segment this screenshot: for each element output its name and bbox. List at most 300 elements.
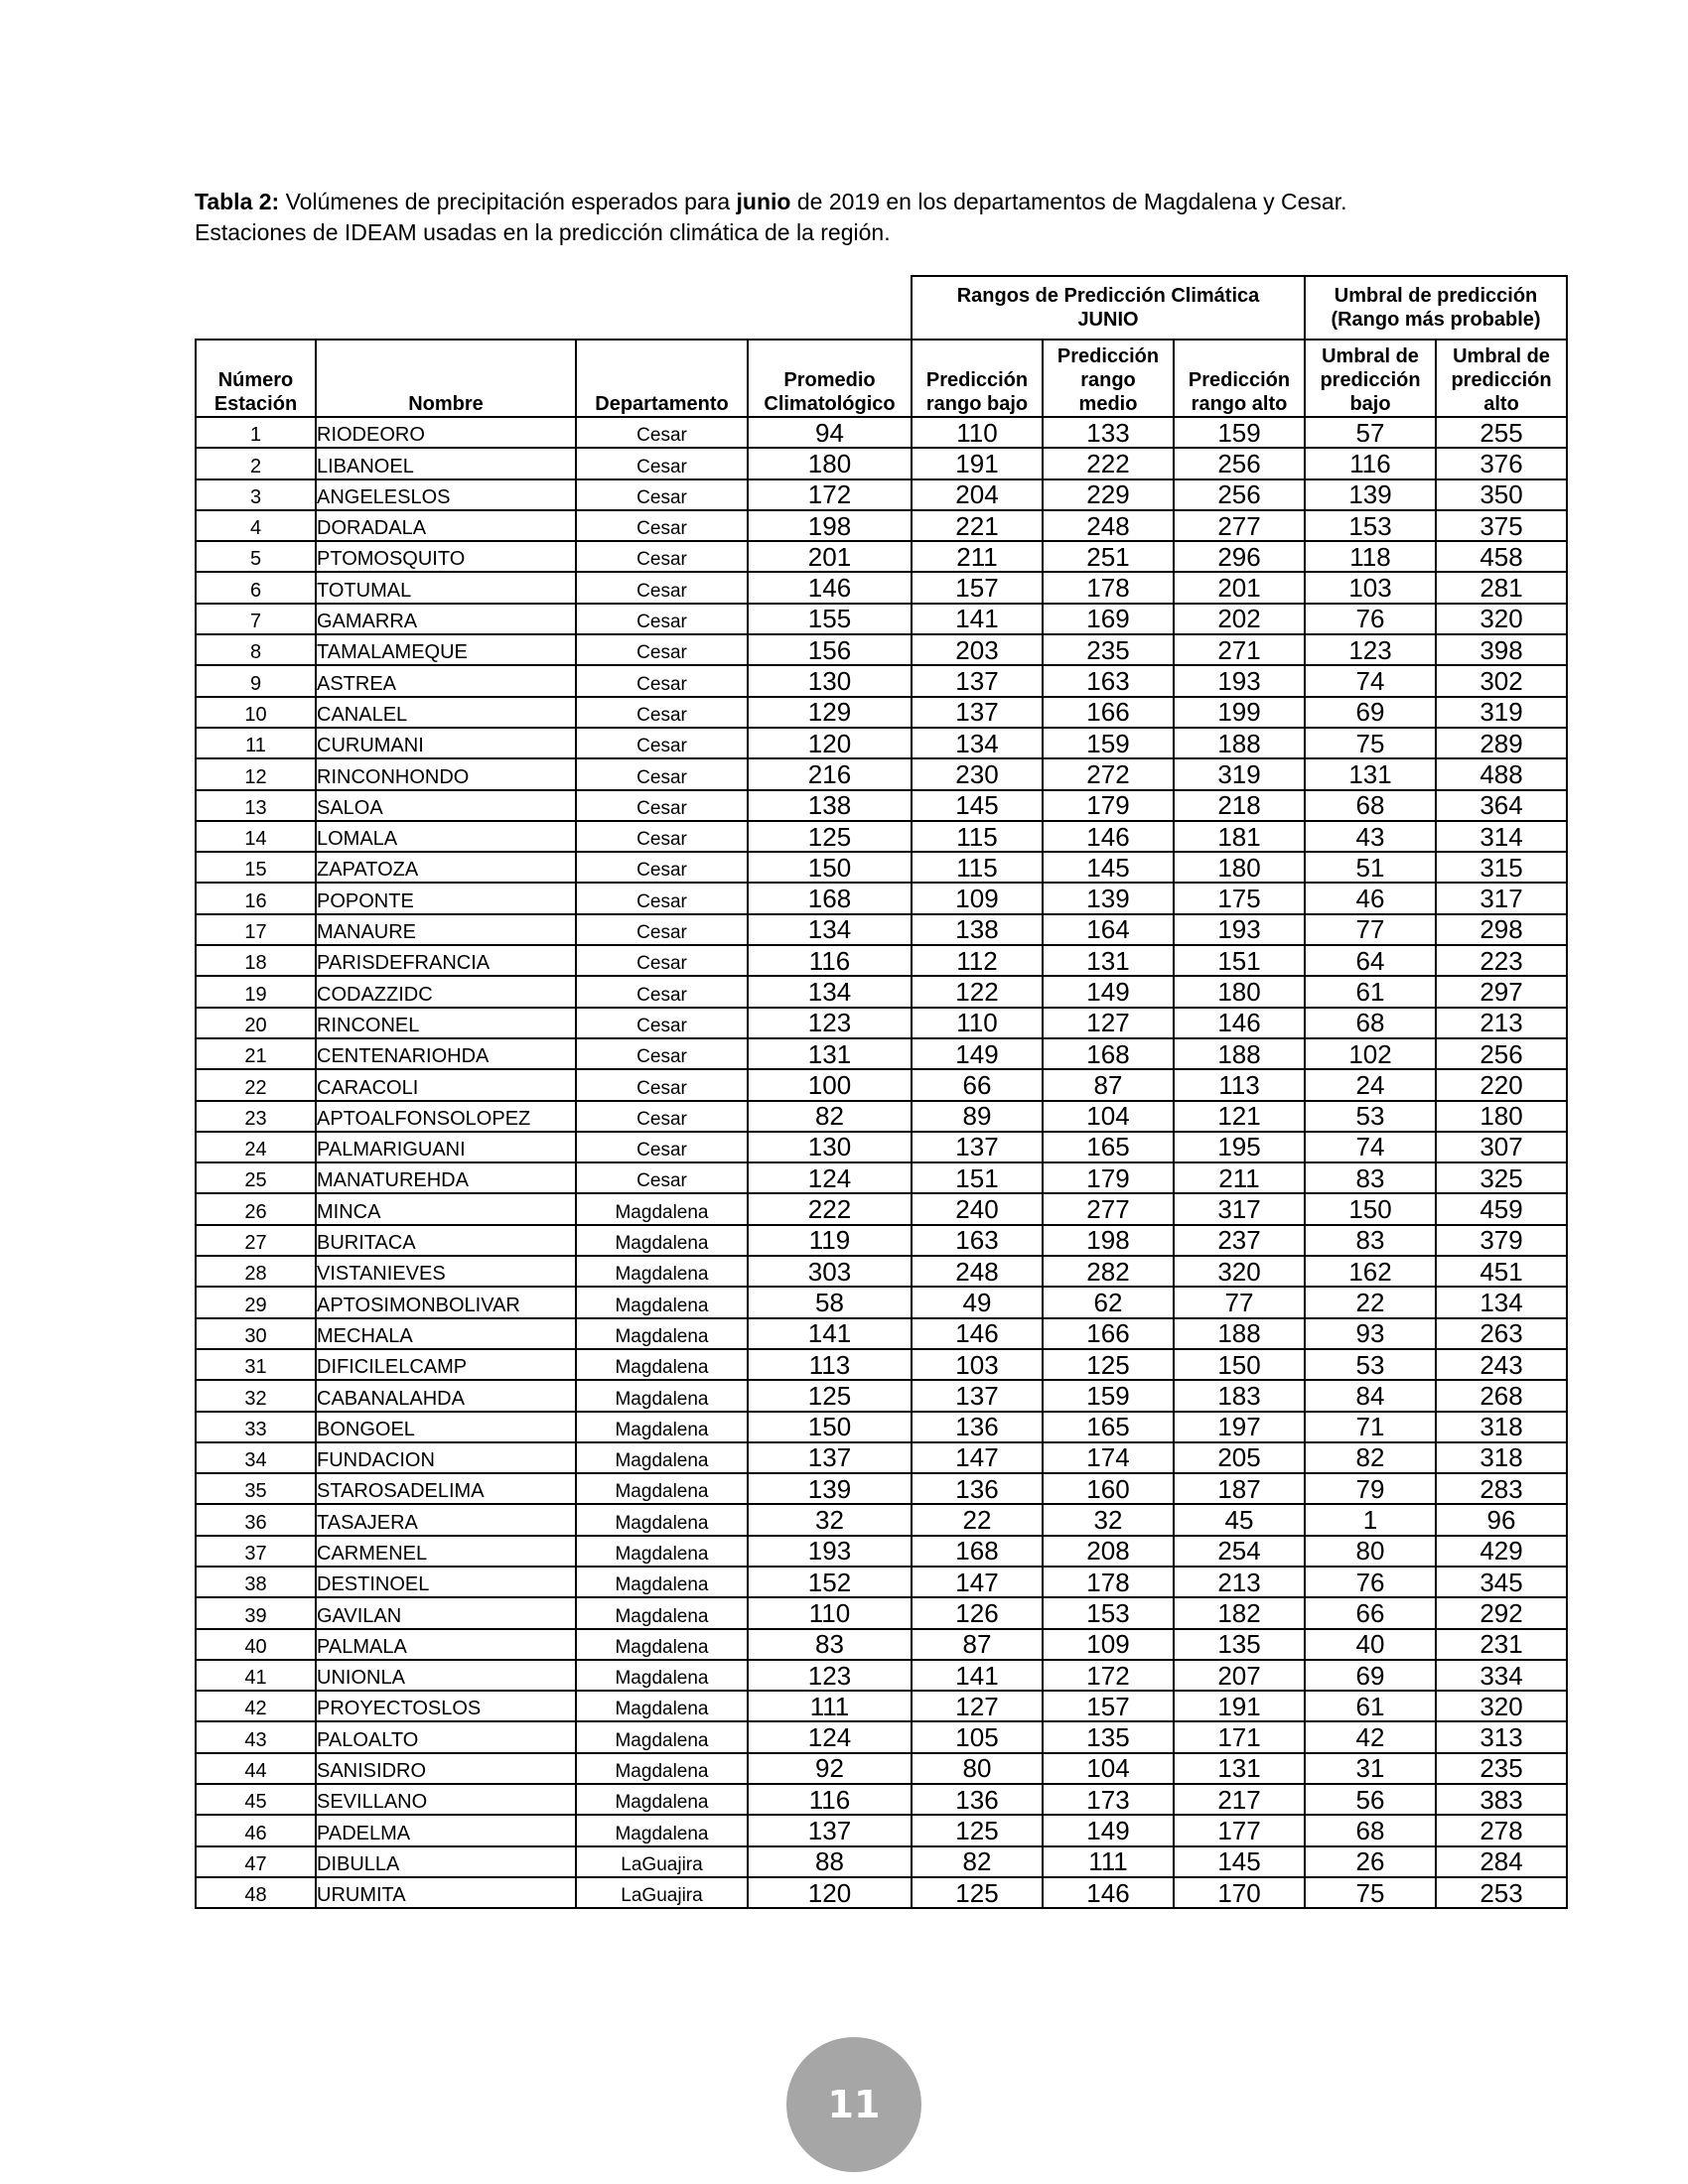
- cell-pred-alto: 271: [1174, 634, 1305, 665]
- table-row: [196, 945, 1567, 976]
- cell-umbral-bajo: 83: [1305, 1162, 1436, 1193]
- cell-pred-medio: 166: [1043, 1318, 1174, 1349]
- cell-pred-medio: 159: [1043, 728, 1174, 758]
- cell-promedio: 150: [748, 852, 912, 883]
- cell-umbral-alto: 429: [1436, 1536, 1567, 1567]
- cell-nombre: STAROSADELIMA: [316, 1473, 576, 1504]
- cell-pred-medio: 248: [1043, 510, 1174, 541]
- cell-numero: 45: [196, 1784, 316, 1815]
- cell-departamento: Cesar: [576, 1132, 748, 1162]
- cell-umbral-bajo: 150: [1305, 1193, 1436, 1224]
- cell-promedio: 124: [748, 1162, 912, 1193]
- cell-pred-alto: 180: [1174, 976, 1305, 1007]
- cell-pred-alto: 207: [1174, 1660, 1305, 1691]
- cell-departamento: Cesar: [576, 604, 748, 634]
- col-header-pred-bajo-text: Predicción rango bajo: [925, 369, 1029, 415]
- cell-nombre: RIODEORO: [316, 417, 576, 448]
- cell-nombre: RINCONHONDO: [316, 758, 576, 789]
- cell-numero: 20: [196, 1008, 316, 1038]
- cell-numero: 19: [196, 976, 316, 1007]
- cell-pred-bajo: 146: [912, 1318, 1043, 1349]
- cell-pred-bajo: 248: [912, 1256, 1043, 1287]
- cell-pred-medio: 146: [1043, 821, 1174, 852]
- cell-nombre: SEVILLANO: [316, 1784, 576, 1815]
- cell-umbral-alto: 278: [1436, 1815, 1567, 1845]
- cell-numero: 39: [196, 1597, 316, 1628]
- cell-pred-alto: 202: [1174, 604, 1305, 634]
- cell-pred-medio: 208: [1043, 1536, 1174, 1567]
- cell-nombre: CANALEL: [316, 697, 576, 728]
- cell-pred-medio: 159: [1043, 1380, 1174, 1411]
- cell-pred-medio: 169: [1043, 604, 1174, 634]
- cell-promedio: 155: [748, 604, 912, 634]
- col-header-promedio-text: Promedio Climatológico: [764, 369, 896, 415]
- cell-umbral-bajo: 56: [1305, 1784, 1436, 1815]
- cell-departamento: Cesar: [576, 821, 748, 852]
- col-header-nombre: [316, 340, 576, 417]
- cell-nombre: DIBULLA: [316, 1846, 576, 1877]
- cell-umbral-bajo: 139: [1305, 479, 1436, 510]
- cell-pred-alto: 171: [1174, 1721, 1305, 1752]
- column-header-row: [196, 340, 1567, 417]
- cell-departamento: Magdalena: [576, 1784, 748, 1815]
- cell-nombre: BONGOEL: [316, 1412, 576, 1442]
- cell-numero: 37: [196, 1536, 316, 1567]
- cell-promedio: 150: [748, 1412, 912, 1442]
- table-row: [196, 1380, 1567, 1411]
- cell-promedio: 120: [748, 1877, 912, 1908]
- cell-nombre: VISTANIEVES: [316, 1256, 576, 1287]
- cell-pred-alto: 277: [1174, 510, 1305, 541]
- group-header-rangos: [912, 276, 1305, 340]
- cell-umbral-bajo: 22: [1305, 1287, 1436, 1317]
- col-header-umbral-alto-text: Umbral de predicción alto: [1451, 345, 1552, 415]
- table-row: [196, 1784, 1567, 1815]
- cell-umbral-bajo: 82: [1305, 1442, 1436, 1473]
- cell-nombre: CABANALAHDA: [316, 1380, 576, 1411]
- cell-departamento: Cesar: [576, 697, 748, 728]
- cell-umbral-alto: 283: [1436, 1473, 1567, 1504]
- cell-umbral-bajo: 74: [1305, 665, 1436, 696]
- caption-text-b: de 2019 en los departamentos de Magdalena y Cesar.: [790, 189, 1347, 214]
- cell-umbral-bajo: 40: [1305, 1629, 1436, 1660]
- cell-nombre: SALOA: [316, 790, 576, 821]
- cell-pred-medio: 277: [1043, 1193, 1174, 1224]
- cell-numero: 28: [196, 1256, 316, 1287]
- table-row: [196, 634, 1567, 665]
- cell-pred-bajo: 138: [912, 914, 1043, 945]
- cell-nombre: CODAZZIDC: [316, 976, 576, 1007]
- cell-umbral-bajo: 31: [1305, 1753, 1436, 1784]
- cell-pred-bajo: 141: [912, 1660, 1043, 1691]
- table-row: [196, 1536, 1567, 1567]
- cell-pred-medio: 166: [1043, 697, 1174, 728]
- cell-promedio: 123: [748, 1008, 912, 1038]
- cell-departamento: Cesar: [576, 945, 748, 976]
- cell-pred-bajo: 115: [912, 821, 1043, 852]
- cell-umbral-alto: 213: [1436, 1008, 1567, 1038]
- cell-nombre: APTOALFONSOLOPEZ: [316, 1101, 576, 1132]
- cell-pred-bajo: 110: [912, 417, 1043, 448]
- cell-pred-medio: 104: [1043, 1101, 1174, 1132]
- cell-pred-medio: 146: [1043, 1877, 1174, 1908]
- cell-pred-bajo: 134: [912, 728, 1043, 758]
- cell-departamento: Cesar: [576, 1069, 748, 1100]
- cell-pred-medio: 87: [1043, 1069, 1174, 1100]
- col-header-pred-alto: [1174, 340, 1305, 417]
- table-row: [196, 604, 1567, 634]
- cell-numero: 2: [196, 448, 316, 478]
- cell-nombre: PROYECTOSLOS: [316, 1691, 576, 1721]
- cell-umbral-bajo: 24: [1305, 1069, 1436, 1100]
- cell-pred-alto: 177: [1174, 1815, 1305, 1845]
- cell-departamento: Magdalena: [576, 1225, 748, 1256]
- cell-umbral-alto: 231: [1436, 1629, 1567, 1660]
- cell-pred-bajo: 87: [912, 1629, 1043, 1660]
- cell-pred-alto: 175: [1174, 883, 1305, 913]
- cell-umbral-alto: 281: [1436, 572, 1567, 603]
- cell-umbral-alto: 375: [1436, 510, 1567, 541]
- cell-umbral-bajo: 93: [1305, 1318, 1436, 1349]
- cell-umbral-alto: 458: [1436, 541, 1567, 572]
- cell-pred-bajo: 149: [912, 1038, 1043, 1069]
- table-row: [196, 1008, 1567, 1038]
- cell-pred-medio: 282: [1043, 1256, 1174, 1287]
- cell-numero: 10: [196, 697, 316, 728]
- group-header-umbral-text: Umbral de predicción (Rango más probable): [1331, 285, 1541, 331]
- cell-umbral-bajo: 118: [1305, 541, 1436, 572]
- cell-departamento: Cesar: [576, 417, 748, 448]
- cell-pred-alto: 183: [1174, 1380, 1305, 1411]
- cell-nombre: MECHALA: [316, 1318, 576, 1349]
- table-row: [196, 1132, 1567, 1162]
- cell-pred-alto: 320: [1174, 1256, 1305, 1287]
- cell-umbral-alto: 253: [1436, 1877, 1567, 1908]
- cell-umbral-bajo: 26: [1305, 1846, 1436, 1877]
- cell-pred-bajo: 137: [912, 697, 1043, 728]
- cell-pred-medio: 160: [1043, 1473, 1174, 1504]
- cell-pred-medio: 127: [1043, 1008, 1174, 1038]
- table-row: [196, 510, 1567, 541]
- col-header-nombre-text: Nombre: [408, 393, 484, 415]
- group-header-blank: [196, 276, 912, 340]
- cell-promedio: 172: [748, 479, 912, 510]
- cell-departamento: Cesar: [576, 634, 748, 665]
- cell-promedio: 138: [748, 790, 912, 821]
- cell-nombre: DIFICILELCAMP: [316, 1349, 576, 1380]
- cell-pred-alto: 201: [1174, 572, 1305, 603]
- cell-promedio: 116: [748, 1784, 912, 1815]
- cell-pred-alto: 159: [1174, 417, 1305, 448]
- cell-pred-alto: 145: [1174, 1846, 1305, 1877]
- cell-umbral-alto: 134: [1436, 1287, 1567, 1317]
- cell-pred-bajo: 112: [912, 945, 1043, 976]
- cell-nombre: APTOSIMONBOLIVAR: [316, 1287, 576, 1317]
- table-row: [196, 852, 1567, 883]
- cell-pred-alto: 182: [1174, 1597, 1305, 1628]
- cell-umbral-alto: 180: [1436, 1101, 1567, 1132]
- cell-promedio: 137: [748, 1815, 912, 1845]
- cell-pred-alto: 45: [1174, 1504, 1305, 1535]
- cell-pred-medio: 251: [1043, 541, 1174, 572]
- table-row: [196, 1629, 1567, 1660]
- cell-numero: 13: [196, 790, 316, 821]
- cell-pred-bajo: 110: [912, 1008, 1043, 1038]
- cell-umbral-bajo: 1: [1305, 1504, 1436, 1535]
- cell-nombre: GAVILAN: [316, 1597, 576, 1628]
- cell-promedio: 141: [748, 1318, 912, 1349]
- cell-nombre: ASTREA: [316, 665, 576, 696]
- cell-umbral-alto: 318: [1436, 1442, 1567, 1473]
- cell-nombre: POPONTE: [316, 883, 576, 913]
- cell-pred-bajo: 125: [912, 1815, 1043, 1845]
- table-row: [196, 697, 1567, 728]
- cell-pred-alto: 135: [1174, 1629, 1305, 1660]
- cell-pred-medio: 165: [1043, 1132, 1174, 1162]
- cell-numero: 42: [196, 1691, 316, 1721]
- cell-pred-alto: 256: [1174, 448, 1305, 478]
- cell-departamento: Magdalena: [576, 1380, 748, 1411]
- caption-text-a: Volúmenes de precipitación esperados para: [279, 189, 737, 214]
- cell-pred-medio: 173: [1043, 1784, 1174, 1815]
- table-row: [196, 1256, 1567, 1287]
- cell-nombre: CURUMANI: [316, 728, 576, 758]
- table-row: [196, 417, 1567, 448]
- cell-pred-medio: 135: [1043, 1721, 1174, 1752]
- cell-numero: 35: [196, 1473, 316, 1504]
- cell-numero: 31: [196, 1349, 316, 1380]
- cell-nombre: ZAPATOZA: [316, 852, 576, 883]
- cell-numero: 26: [196, 1193, 316, 1224]
- cell-promedio: 94: [748, 417, 912, 448]
- cell-departamento: Cesar: [576, 510, 748, 541]
- table-row: [196, 1069, 1567, 1100]
- cell-pred-bajo: 22: [912, 1504, 1043, 1535]
- table-row: [196, 479, 1567, 510]
- cell-pred-bajo: 137: [912, 665, 1043, 696]
- cell-promedio: 123: [748, 1660, 912, 1691]
- cell-nombre: PADELMA: [316, 1815, 576, 1845]
- cell-pred-bajo: 137: [912, 1132, 1043, 1162]
- cell-departamento: Magdalena: [576, 1442, 748, 1473]
- cell-nombre: TASAJERA: [316, 1504, 576, 1535]
- cell-departamento: Cesar: [576, 976, 748, 1007]
- table-row: [196, 1442, 1567, 1473]
- cell-umbral-alto: 292: [1436, 1597, 1567, 1628]
- cell-pred-medio: 133: [1043, 417, 1174, 448]
- cell-pred-bajo: 136: [912, 1412, 1043, 1442]
- cell-pred-bajo: 49: [912, 1287, 1043, 1317]
- cell-umbral-alto: 313: [1436, 1721, 1567, 1752]
- table-row: [196, 790, 1567, 821]
- cell-departamento: Cesar: [576, 1038, 748, 1069]
- cell-departamento: Cesar: [576, 541, 748, 572]
- table-row: [196, 1846, 1567, 1877]
- cell-promedio: 137: [748, 1442, 912, 1473]
- cell-promedio: 193: [748, 1536, 912, 1567]
- cell-numero: 43: [196, 1721, 316, 1752]
- cell-promedio: 130: [748, 665, 912, 696]
- cell-pred-bajo: 151: [912, 1162, 1043, 1193]
- cell-promedio: 198: [748, 510, 912, 541]
- cell-pred-bajo: 89: [912, 1101, 1043, 1132]
- cell-umbral-bajo: 57: [1305, 417, 1436, 448]
- cell-pred-medio: 149: [1043, 1815, 1174, 1845]
- cell-umbral-alto: 383: [1436, 1784, 1567, 1815]
- cell-pred-medio: 32: [1043, 1504, 1174, 1535]
- table-row: [196, 1349, 1567, 1380]
- cell-pred-bajo: 203: [912, 634, 1043, 665]
- cell-pred-bajo: 145: [912, 790, 1043, 821]
- cell-departamento: Magdalena: [576, 1815, 748, 1845]
- group-header-rangos-text: Rangos de Predicción Climática JUNIO: [956, 285, 1260, 331]
- cell-numero: 34: [196, 1442, 316, 1473]
- cell-promedio: 216: [748, 758, 912, 789]
- cell-umbral-bajo: 76: [1305, 604, 1436, 634]
- cell-nombre: CARACOLI: [316, 1069, 576, 1100]
- table-row: [196, 1567, 1567, 1597]
- table-row: [196, 572, 1567, 603]
- cell-departamento: LaGuajira: [576, 1846, 748, 1877]
- cell-umbral-bajo: 84: [1305, 1380, 1436, 1411]
- cell-promedio: 152: [748, 1567, 912, 1597]
- table-row: [196, 1753, 1567, 1784]
- cell-pred-alto: 188: [1174, 728, 1305, 758]
- cell-numero: 21: [196, 1038, 316, 1069]
- cell-numero: 18: [196, 945, 316, 976]
- cell-pred-alto: 199: [1174, 697, 1305, 728]
- cell-departamento: Cesar: [576, 1162, 748, 1193]
- cell-pred-alto: 319: [1174, 758, 1305, 789]
- cell-umbral-bajo: 53: [1305, 1349, 1436, 1380]
- cell-umbral-alto: 488: [1436, 758, 1567, 789]
- col-header-pred-medio-text: Predicción rango medio: [1056, 345, 1160, 415]
- cell-departamento: Cesar: [576, 665, 748, 696]
- cell-pred-alto: 195: [1174, 1132, 1305, 1162]
- col-header-numero-text: Número Estación: [213, 369, 298, 415]
- cell-numero: 3: [196, 479, 316, 510]
- page-number-badge: [786, 2037, 921, 2172]
- cell-promedio: 180: [748, 448, 912, 478]
- cell-umbral-bajo: 83: [1305, 1225, 1436, 1256]
- cell-departamento: Magdalena: [576, 1597, 748, 1628]
- cell-numero: 6: [196, 572, 316, 603]
- cell-nombre: PALMALA: [316, 1629, 576, 1660]
- cell-promedio: 83: [748, 1629, 912, 1660]
- cell-pred-alto: 193: [1174, 665, 1305, 696]
- table-row: [196, 1193, 1567, 1224]
- col-header-pred-bajo: [912, 340, 1043, 417]
- cell-departamento: Magdalena: [576, 1349, 748, 1380]
- cell-umbral-alto: 302: [1436, 665, 1567, 696]
- table-row: [196, 665, 1567, 696]
- cell-umbral-bajo: 74: [1305, 1132, 1436, 1162]
- cell-pred-medio: 131: [1043, 945, 1174, 976]
- cell-umbral-alto: 318: [1436, 1412, 1567, 1442]
- cell-promedio: 88: [748, 1846, 912, 1877]
- group-header-umbral: [1305, 276, 1567, 340]
- cell-pred-medio: 111: [1043, 1846, 1174, 1877]
- table-row: [196, 821, 1567, 852]
- cell-numero: 7: [196, 604, 316, 634]
- cell-umbral-alto: 334: [1436, 1660, 1567, 1691]
- cell-pred-alto: 197: [1174, 1412, 1305, 1442]
- cell-promedio: 58: [748, 1287, 912, 1317]
- cell-nombre: PALOALTO: [316, 1721, 576, 1752]
- cell-umbral-alto: 350: [1436, 479, 1567, 510]
- table-row: [196, 1877, 1567, 1908]
- cell-nombre: DORADALA: [316, 510, 576, 541]
- cell-umbral-bajo: 68: [1305, 790, 1436, 821]
- cell-pred-bajo: 230: [912, 758, 1043, 789]
- cell-pred-alto: 170: [1174, 1877, 1305, 1908]
- cell-umbral-alto: 364: [1436, 790, 1567, 821]
- cell-promedio: 113: [748, 1349, 912, 1380]
- table-row: [196, 1162, 1567, 1193]
- cell-umbral-alto: 263: [1436, 1318, 1567, 1349]
- cell-promedio: 134: [748, 976, 912, 1007]
- cell-numero: 16: [196, 883, 316, 913]
- cell-umbral-bajo: 69: [1305, 1660, 1436, 1691]
- cell-numero: 48: [196, 1877, 316, 1908]
- cell-pred-bajo: 103: [912, 1349, 1043, 1380]
- cell-pred-alto: 205: [1174, 1442, 1305, 1473]
- cell-umbral-alto: 345: [1436, 1567, 1567, 1597]
- table-row: [196, 883, 1567, 913]
- cell-departamento: Magdalena: [576, 1567, 748, 1597]
- cell-pred-alto: 188: [1174, 1038, 1305, 1069]
- cell-umbral-bajo: 80: [1305, 1536, 1436, 1567]
- cell-promedio: 92: [748, 1753, 912, 1784]
- cell-pred-medio: 145: [1043, 852, 1174, 883]
- cell-umbral-bajo: 64: [1305, 945, 1436, 976]
- cell-departamento: Magdalena: [576, 1256, 748, 1287]
- cell-promedio: 32: [748, 1504, 912, 1535]
- cell-nombre: MANAURE: [316, 914, 576, 945]
- cell-umbral-bajo: 79: [1305, 1473, 1436, 1504]
- cell-numero: 8: [196, 634, 316, 665]
- cell-umbral-alto: 256: [1436, 1038, 1567, 1069]
- cell-pred-medio: 178: [1043, 1567, 1174, 1597]
- table-row: [196, 914, 1567, 945]
- cell-nombre: GAMARRA: [316, 604, 576, 634]
- cell-departamento: Magdalena: [576, 1753, 748, 1784]
- cell-pred-medio: 163: [1043, 665, 1174, 696]
- cell-umbral-alto: 243: [1436, 1349, 1567, 1380]
- cell-umbral-alto: 298: [1436, 914, 1567, 945]
- cell-umbral-bajo: 153: [1305, 510, 1436, 541]
- cell-nombre: PARISDEFRANCIA: [316, 945, 576, 976]
- cell-departamento: Magdalena: [576, 1193, 748, 1224]
- cell-pred-bajo: 105: [912, 1721, 1043, 1752]
- cell-pred-bajo: 127: [912, 1691, 1043, 1721]
- cell-numero: 27: [196, 1225, 316, 1256]
- cell-nombre: FUNDACION: [316, 1442, 576, 1473]
- cell-pred-medio: 222: [1043, 448, 1174, 478]
- cell-pred-bajo: 136: [912, 1473, 1043, 1504]
- table-row: [196, 1101, 1567, 1132]
- col-header-umbral-alto: [1436, 340, 1567, 417]
- cell-umbral-bajo: 116: [1305, 448, 1436, 478]
- table-row: [196, 1504, 1567, 1535]
- cell-umbral-alto: 223: [1436, 945, 1567, 976]
- cell-pred-alto: 254: [1174, 1536, 1305, 1567]
- cell-numero: 11: [196, 728, 316, 758]
- cell-umbral-alto: 289: [1436, 728, 1567, 758]
- cell-pred-alto: 317: [1174, 1193, 1305, 1224]
- cell-promedio: 110: [748, 1597, 912, 1628]
- cell-umbral-alto: 376: [1436, 448, 1567, 478]
